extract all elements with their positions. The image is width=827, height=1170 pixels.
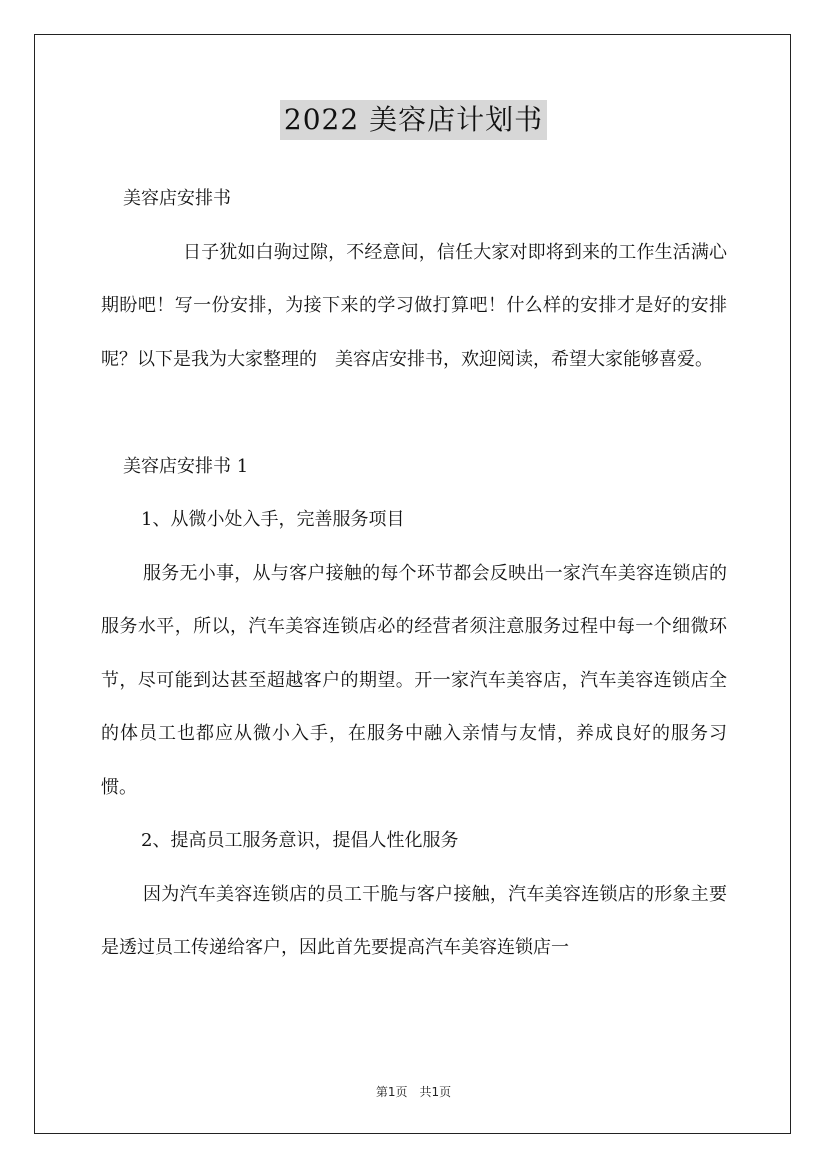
intro-paragraph: 日子犹如白驹过隙，不经意间，信任大家对即将到来的工作生活满心期盼吧！写一份安排，为接下来的学习做打算吧！什么样的安排才是好的安排呢？以下是我为大家整理的 美容店安排书，欢迎阅读，希望大家能够喜爱。: [101, 241, 727, 370]
page-footer: [0, 1083, 827, 1100]
blank-line: [101, 386, 727, 440]
paragraph-2: 因为汽车美容连锁店的员工干脆与客户接触，汽车美容连锁店的形象主要是透过员工传递给客户，因此首先要提高汽车美容连锁店一: [101, 883, 727, 958]
section-title: 美容店安排书 1: [123, 455, 249, 477]
page-number-label: 第1页 共1页: [375, 1085, 452, 1099]
title-container: [0, 100, 827, 140]
subtitle: 美容店安排书: [123, 188, 231, 209]
heading-2: 2、提高员工服务意识，提倡人性化服务: [141, 830, 459, 851]
document-title: 2022 美容店计划书: [280, 100, 547, 140]
heading-1: 1、从微小处入手，完善服务项目: [141, 509, 405, 530]
document-body: [101, 172, 727, 975]
paragraph-1: 服务无小事，从与客户接触的每个环节都会反映出一家汽车美容连锁店的服务水平，所以，汽车美容连锁店必的经营者须注意服务过程中每一个细微环节，尽可能到达甚至超越客户的期望。开一家汽车美容店，汽车美容连锁店全的体员工也都应从微小入手，在服务中融入亲情与友情，养成良好的服务习惯。: [101, 562, 727, 798]
